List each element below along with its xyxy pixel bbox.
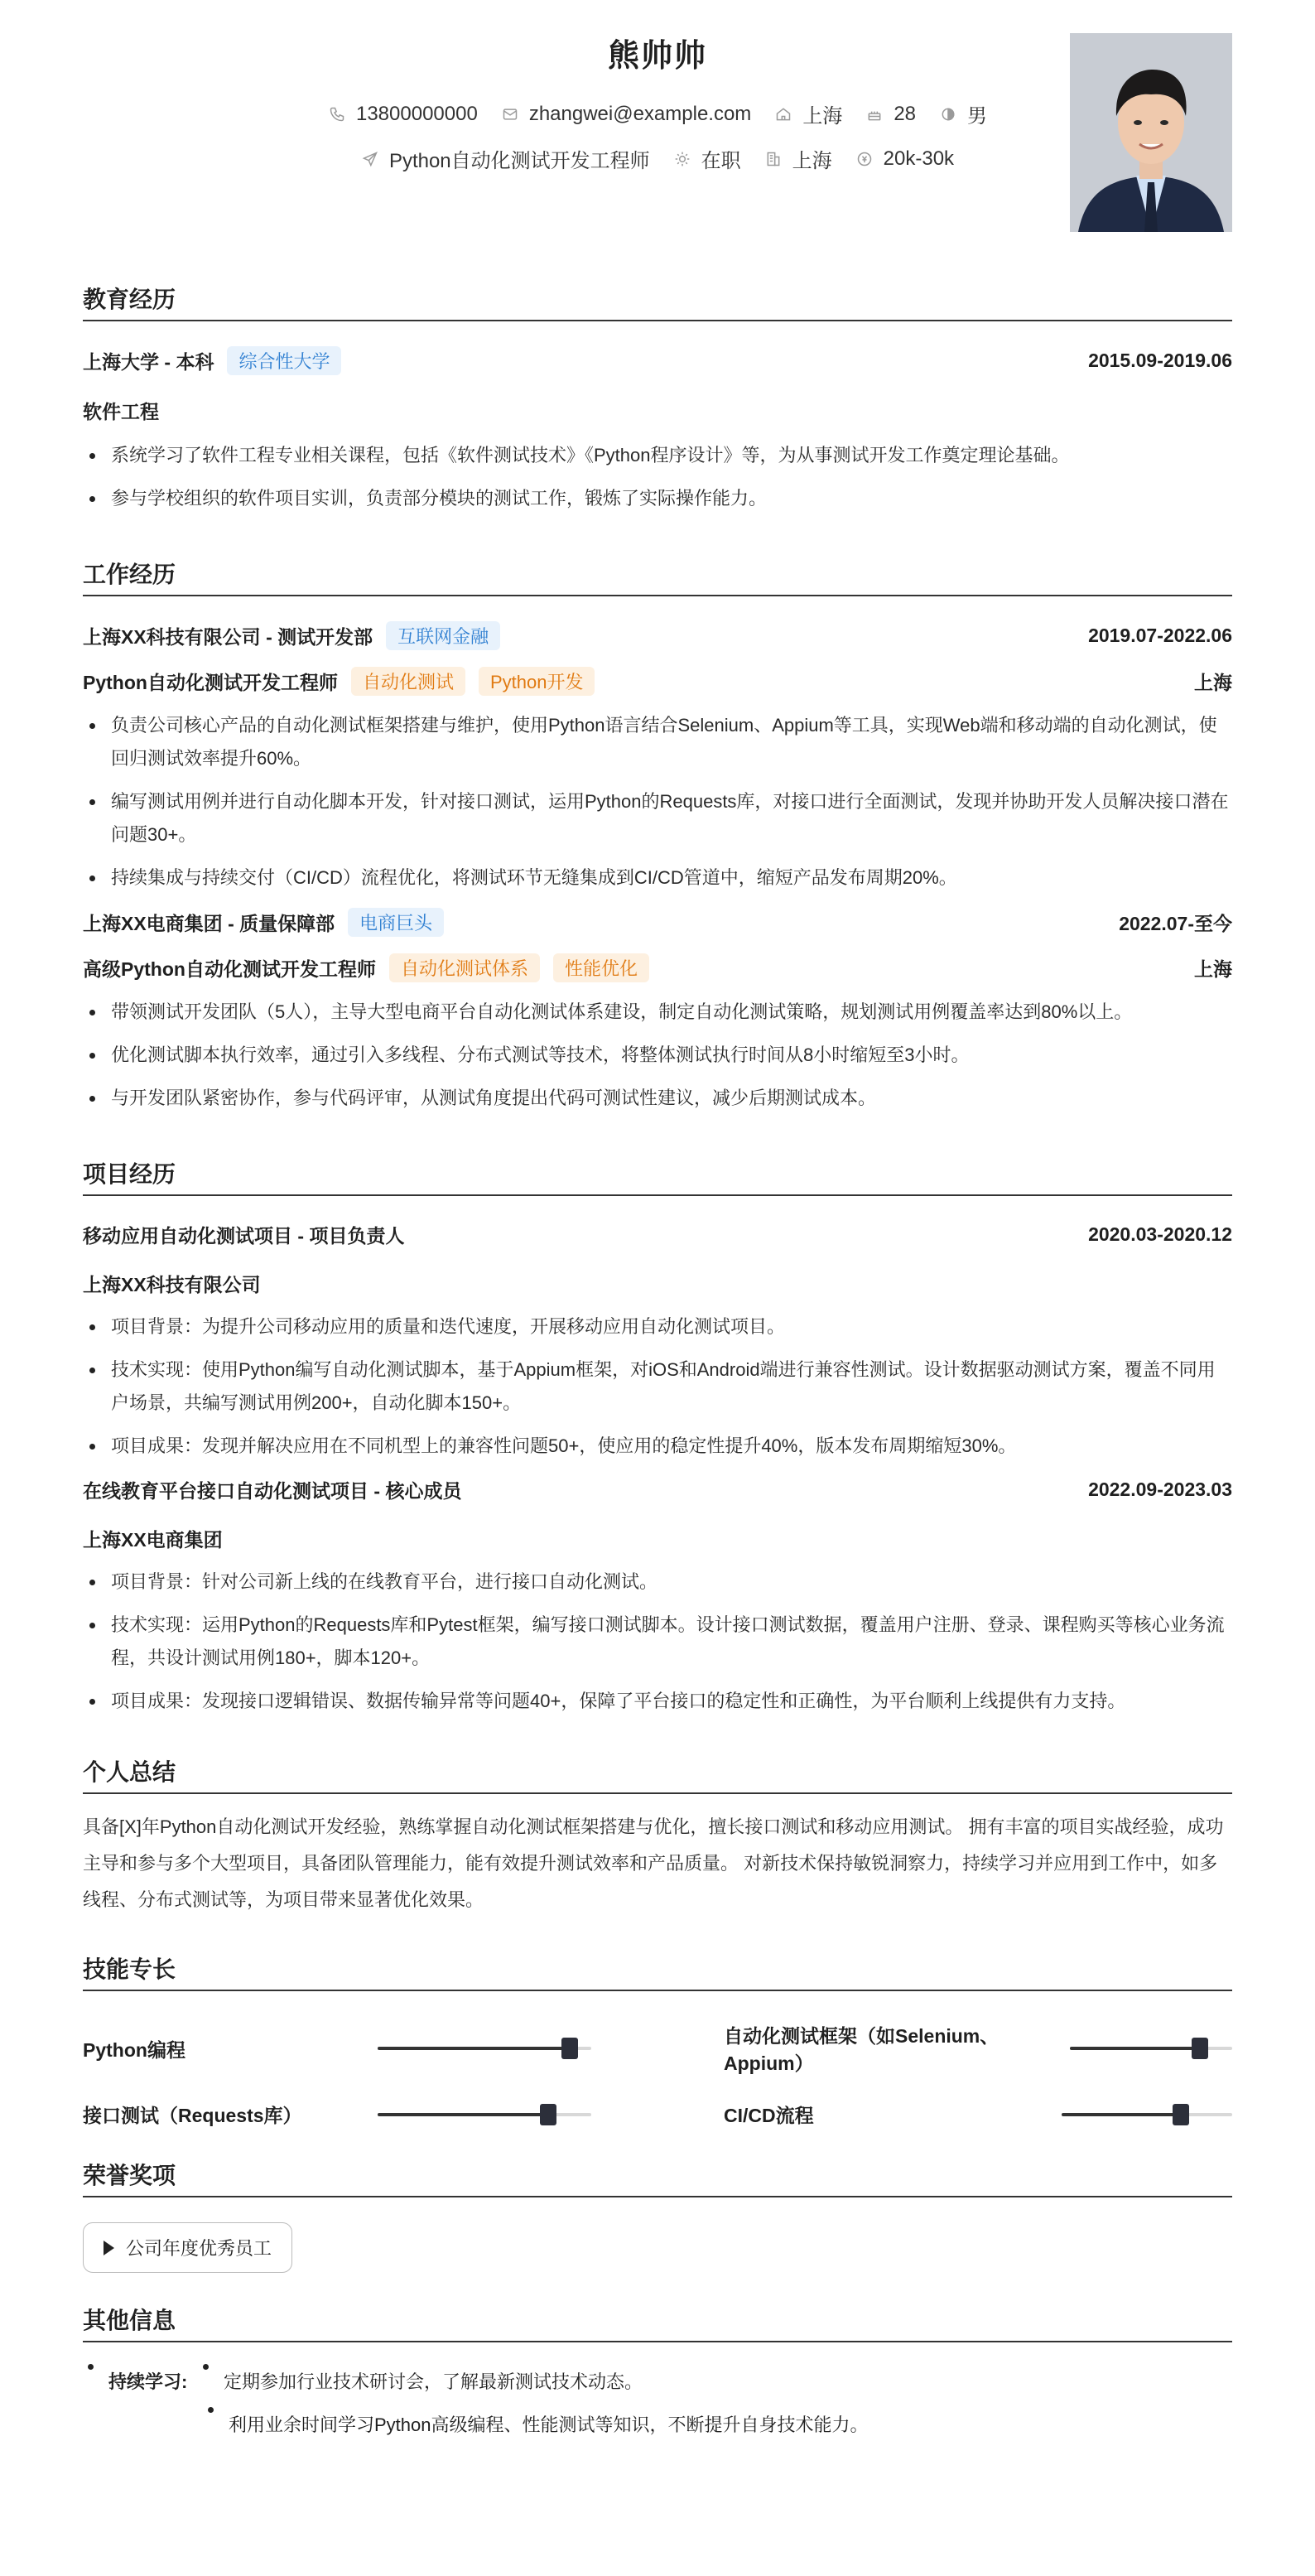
job-city: 上海 bbox=[1194, 672, 1232, 693]
list-item: 与开发团队紧密协作，参与代码评审，从测试角度提出代码可测试性建议，减少后期测试成本。 bbox=[83, 1082, 1232, 1115]
other-section bbox=[83, 2303, 1232, 2443]
location-item bbox=[774, 99, 842, 128]
company-tag: 互联网金融 bbox=[386, 621, 500, 650]
section-title-projects: 项目经历 bbox=[83, 1156, 1232, 1196]
project-bullets bbox=[83, 1565, 1232, 1718]
list-item: 参与学校组织的软件项目实训，负责部分模块的测试工作，锻炼了实际操作能力。 bbox=[83, 482, 1232, 515]
skills-section bbox=[83, 1951, 1232, 2128]
status-text: 在职 bbox=[701, 150, 741, 172]
status-icon bbox=[673, 150, 691, 168]
projects-section bbox=[83, 1156, 1232, 1718]
project-head bbox=[83, 1476, 1232, 1503]
other-row bbox=[83, 2364, 1232, 2400]
list-item: 系统学习了软件工程专业相关课程，包括《软件测试技术》《Python程序设计》等，为从事测试开发工作奠定理论基础。 bbox=[83, 439, 1232, 472]
honor-item[interactable] bbox=[83, 2222, 292, 2273]
play-icon bbox=[104, 2241, 114, 2255]
job-role: Python自动化测试开发工程师 bbox=[83, 672, 338, 693]
location-text: 上海 bbox=[802, 105, 843, 128]
salary-text: 20k-30k bbox=[883, 147, 955, 170]
skill-level-knob bbox=[1173, 2104, 1189, 2125]
age-item bbox=[865, 103, 916, 126]
list-item: 项目背景：为提升公司移动应用的质量和迭代速度，开展移动应用自动化测试项目。 bbox=[83, 1310, 1232, 1343]
list-item: 定期参加行业技术研讨会，了解最新测试技术动态。 bbox=[224, 2371, 643, 2392]
skill-level-bar bbox=[378, 2113, 591, 2116]
summary-text: 具备[X]年Python自动化测试开发经验，熟练掌握自动化测试框架搭建与优化，擅长接口测试和移动应用测试。 拥有丰富的项目实战经验，成功主导和参与多个大型项目，具备团队管理能力，能有效提升测试效率和产品质量。 对新技术保持敏锐洞察力，持续学习并应用到工作中，如多线程、分布式测试等，为项目带来显著优化效果。 bbox=[83, 1816, 1224, 1910]
work-section bbox=[83, 557, 1232, 1115]
age-text: 28 bbox=[894, 102, 917, 125]
project-head bbox=[83, 1221, 1232, 1248]
skill-level-bar bbox=[1062, 2113, 1232, 2116]
section-title-work: 工作经历 bbox=[83, 557, 1232, 596]
gender-item bbox=[939, 99, 987, 128]
skill-level-knob bbox=[561, 2038, 578, 2059]
mail-icon bbox=[501, 105, 519, 123]
skill-name: 接口测试（Requests库） bbox=[83, 2105, 302, 2126]
profile-photo bbox=[1070, 33, 1232, 232]
summary-section bbox=[83, 1754, 1232, 1918]
building-icon bbox=[764, 150, 783, 168]
section-title-summary: 个人总结 bbox=[83, 1754, 1232, 1794]
phone-item bbox=[328, 103, 478, 126]
skill-name: CI/CD流程 bbox=[724, 2105, 814, 2126]
section-title-honors: 荣誉奖项 bbox=[83, 2158, 1232, 2197]
list-item: 项目成果：发现并解决应用在不同机型上的兼容性问题50+，使应用的稳定性提升40%，版本发布周期缩短30%。 bbox=[83, 1430, 1232, 1463]
project-company: 上海XX电商集团 bbox=[83, 1529, 223, 1551]
candidate-name: 熊帅帅 bbox=[607, 39, 707, 74]
section-title-skills: 技能专长 bbox=[83, 1951, 1232, 1991]
skill-tag: 自动化测试 bbox=[351, 667, 465, 696]
skill-name: Python编程 bbox=[83, 2038, 185, 2061]
skill-level-bar bbox=[378, 2047, 591, 2050]
company-tag: 电商巨头 bbox=[348, 908, 444, 937]
gender-icon bbox=[939, 105, 957, 123]
job-role-row bbox=[83, 667, 1232, 696]
other-row bbox=[83, 2407, 1232, 2443]
list-item: 利用业余时间学习Python高级编程、性能测试等知识，不断提升自身技术能力。 bbox=[229, 2414, 869, 2435]
job-bullets bbox=[83, 709, 1232, 895]
job-head bbox=[83, 621, 1232, 650]
job-entry bbox=[83, 908, 1232, 1115]
education-bullets bbox=[83, 439, 1232, 515]
position-item bbox=[361, 144, 650, 173]
skill-tag: 性能优化 bbox=[553, 953, 649, 982]
honor-label: 公司年度优秀员工 bbox=[126, 2238, 272, 2259]
project-company: 上海XX科技有限公司 bbox=[83, 1274, 261, 1295]
resume-header bbox=[83, 0, 1232, 248]
list-item: 优化测试脚本执行效率，通过引入多线程、分布式测试等技术，将整体测试执行时间从8小时缩短至3小时。 bbox=[83, 1039, 1232, 1072]
send-icon bbox=[361, 150, 379, 168]
salary-icon bbox=[855, 150, 874, 168]
project-bullets bbox=[83, 1310, 1232, 1463]
list-item: 项目背景：针对公司新上线的在线教育平台，进行接口自动化测试。 bbox=[83, 1565, 1232, 1599]
skill-level-knob bbox=[540, 2104, 556, 2125]
section-title-education: 教育经历 bbox=[83, 282, 1232, 321]
skill-level-knob bbox=[1192, 2038, 1208, 2059]
city-text: 上海 bbox=[792, 150, 832, 172]
skill-tag: 自动化测试体系 bbox=[389, 953, 540, 982]
list-item: 项目成果：发现接口逻辑错误、数据传输异常等问题40+，保障了平台接口的稳定性和正确性，为平台顺利上线提供有力支持。 bbox=[83, 1685, 1232, 1718]
education-entry-head bbox=[83, 346, 1232, 375]
position-text: Python自动化测试开发工程师 bbox=[388, 150, 650, 172]
skill-row bbox=[724, 2021, 1232, 2076]
major-name: 软件工程 bbox=[83, 401, 159, 422]
cake-icon bbox=[865, 105, 884, 123]
skill-tag: Python开发 bbox=[479, 667, 595, 696]
project-entry bbox=[83, 1221, 1232, 1463]
section-title-other: 其他信息 bbox=[83, 2303, 1232, 2342]
list-item: 技术实现：运用Python的Requests库和Pytest框架，编写接口测试脚本。设计接口测试数据，覆盖用户注册、登录、课程购买等核心业务流程，共设计测试用例180+，脚本120+。 bbox=[83, 1609, 1232, 1675]
project-name: 在线教育平台接口自动化测试项目 - 核心成员 bbox=[83, 1480, 462, 1502]
list-item: 负责公司核心产品的自动化测试框架搭建与维护，使用Python语言结合Selenium、Appium等工具，实现Web端和移动端的自动化测试，使回归测试效率提升60%。 bbox=[83, 709, 1232, 775]
email-item bbox=[501, 103, 752, 126]
school-tag: 综合性大学 bbox=[227, 346, 341, 375]
list-item: 技术实现：使用Python编写自动化测试脚本，基于Appium框架，对iOS和Android端进行兼容性测试。设计数据驱动测试方案，覆盖不同用户场景，共编写测试用例200+，自动化脚本150+。 bbox=[83, 1353, 1232, 1420]
skill-name: 自动化测试框架（如Selenium、Appium） bbox=[724, 2025, 999, 2074]
phone-text: 13800000000 bbox=[355, 102, 478, 125]
list-item: 持续集成与持续交付（CI/CD）流程优化，将测试环节无缝集成到CI/CD管道中，缩短产品发布周期20%。 bbox=[83, 861, 1232, 895]
job-date: 2019.07-2022.06 bbox=[1088, 625, 1232, 646]
job-city: 上海 bbox=[1194, 958, 1232, 980]
skill-level-bar bbox=[1070, 2047, 1232, 2050]
skill-row bbox=[724, 2101, 1232, 2128]
company-name: 上海XX科技有限公司 - 测试开发部 bbox=[83, 626, 373, 648]
education-section bbox=[83, 282, 1232, 515]
project-name: 移动应用自动化测试项目 - 项目负责人 bbox=[83, 1225, 405, 1247]
job-intent-row bbox=[83, 144, 1232, 173]
education-date: 2015.09-2019.06 bbox=[1088, 350, 1232, 371]
city-item bbox=[764, 144, 832, 173]
email-text: zhangwei@example.com bbox=[528, 102, 752, 125]
status-item bbox=[673, 144, 741, 173]
job-bullets bbox=[83, 996, 1232, 1115]
job-date: 2022.07-至今 bbox=[1119, 913, 1232, 934]
gender-text: 男 bbox=[967, 105, 988, 128]
other-label: 持续学习: bbox=[108, 2371, 188, 2392]
skills-grid bbox=[83, 2021, 1232, 2128]
job-entry bbox=[83, 621, 1232, 895]
skill-row bbox=[83, 2021, 591, 2076]
phone-icon bbox=[328, 105, 346, 123]
home-icon bbox=[774, 105, 792, 123]
honors-section bbox=[83, 2158, 1232, 2273]
job-role: 高级Python自动化测试开发工程师 bbox=[83, 958, 376, 980]
project-entry bbox=[83, 1476, 1232, 1718]
company-name: 上海XX电商集团 - 质量保障部 bbox=[83, 913, 335, 934]
project-date: 2020.03-2020.12 bbox=[1088, 1223, 1232, 1245]
job-role-row bbox=[83, 953, 1232, 982]
salary-item bbox=[855, 147, 954, 171]
school-name: 上海大学 - 本科 bbox=[83, 351, 214, 373]
skill-row bbox=[83, 2101, 591, 2128]
list-item: 带领测试开发团队（5人），主导大型电商平台自动化测试体系建设，制定自动化测试策略，规划测试用例覆盖率达到80%以上。 bbox=[83, 996, 1232, 1029]
list-item: 编写测试用例并进行自动化脚本开发，针对接口测试，运用Python的Requests库，对接口进行全面测试，发现并协助开发人员解决接口潜在问题30+。 bbox=[83, 785, 1232, 851]
contact-row bbox=[83, 99, 1232, 128]
project-date: 2022.09-2023.03 bbox=[1088, 1479, 1232, 1500]
job-head bbox=[83, 908, 1232, 937]
